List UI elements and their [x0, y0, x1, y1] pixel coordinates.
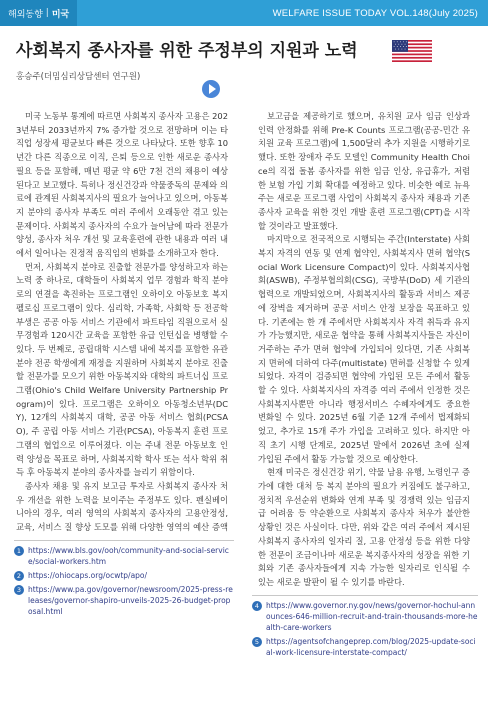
section-label	[0, 0, 77, 26]
footnote-link[interactable]: https://www.governor.ny.gov/news/governor-hochul-announces-646-million-recruit-and-train-thousands-more-health-care-workers	[266, 601, 478, 632]
body-paragraph: 먼저, 사회복지 분야로 진출할 전문가를 양성하고자 하는 노력 중 하나로, 대학들이 사회복지 업무 경험과 학직 분야로의 연결을 촉진하는 프로그램인 오하이오 아동보호 복지 펠로십 프로그램이 있다. 심리학, 가족학, 사회학 등 전공학부생은 공공 아동 서비스 기관에서 파트타임 직원으로서 실무경험과 120시간 교육을 포함한 유급 인턴십을 병행할 수 있다. 두 번째로, 공립대학 시스템 내에 복지를 포함한 유관 분야 전공 학생에게 재정을 지원하며 사회복지 분야로 진출할 전문가를 모으기 위한 아동복지와 대학의 파트너십 프로그램(Ohio's Child Welfare University Partnership Program)이 있다. 프로그램은 오하이오 아동청소년부(DCY), 12개의 사회복지 대학, 공공 아동 서비스 협회(PCSAO), 주 공립 아동 서비스 기관(PCSA), 아동복지 훈련 프로그램의 협업으로 이루어졌다. 이는 주내 전문 아동보호 인력 양성을 목표로 하며, 사회복지학 학사 또는 석사 학위 취득 후 아동복지 분야의 종사자를 늘리기 위함이다.	[16, 261, 228, 478]
footnote-number: 3	[14, 585, 24, 595]
footnotes-left	[14, 540, 234, 620]
body-paragraph: 마지막으로 전국적으로 시행되는 주간(Interstate) 사회복지 자격의 연동 및 연계 협약인, 사회복지사 면허 협약(Social Work Licensure Compact)이 있다. 사회복지사협회(ASWB), 주정부협의회(CSG), 국방부(DoD) 세 기관의 협력으로 개발되었으며, 사회복지사의 활동과 서비스 제공에 장벽을 제거하며 공공 서비스 안정 보장을 목표하고 있다. 기존에는 한 개 주에서만 사회복지사 자격 취득과 유지가 가능했지만, 새로운 협약을 통해 사회복지사들은 자신이 거주하는 주가 면허 협약에 가입되어 있다면, 기존 사회복지 면허에 더하여 다주(multistate) 면허를 신청할 수 있게 되었다. 자격이 검증되면 협약에 가입된 모든 주에서 활동할 수 있다. 사회복지사의 자격증 여러 주에서 인정한 것은 사회복지사뿐만 아니라 행정서비스 수혜자에게도 중요한 변화일 수 있다. 2025년 6월 기준 12개 주에서 법제화되었고, 추가로 15개 주가 가입을 고려하고 있다. 하지만 아직 초기 시행 단계로, 2025년 말에서 2026년 초에 실제 가입된 주에서 활동 가능할 것으로 예상한다.	[258, 234, 470, 464]
section-name: 해외동향	[8, 9, 43, 20]
footnote-number: 2	[14, 571, 24, 581]
section-separator: |	[45, 8, 49, 18]
footnote-link[interactable]: https://ohiocaps.org/ocwtp/apo/	[28, 571, 148, 580]
footnote-link[interactable]: https://agentsofchangeprep.com/blog/2025-update-social-work-licensure-interstate-compact/	[266, 637, 476, 657]
body-paragraph: 종사자 채용 및 유지 보고금 투자로 사회복지 종사자 처우 개선을 위한 노력을 보이주는 주정부도 있다. 펜실베이니아의 경우, 여러 영역의 사회복지 종사자의 고용안정성, 교육, 서비스 질 향상 도모를 위해 다양한 영역의 예산 증액	[16, 480, 228, 533]
footnotes-right	[252, 595, 478, 661]
footnote-link[interactable]: https://www.bls.gov/ooh/community-and-social-service/social-workers.htm	[28, 546, 229, 566]
footnote	[14, 584, 234, 617]
footnote	[14, 545, 234, 567]
footnote-number: 4	[252, 601, 262, 611]
issue-label: WELFARE ISSUE TODAY VOL.148(July 2025)	[272, 7, 478, 19]
body-paragraph: 미국 노동부 통계에 따르면 사회복지 종사자 고용은 2023년부터 2033년까지 7% 증가할 것으로 전망하며 이는 타 직업 성장세 평균보다 빠른 것으로 나타났다. 또한 향후 10년간 다른 직종으로 이직, 은퇴 등으로 인한 새로운 종사자 필요 등을 포함해, 매년 평균 약 6만 7천 건의 채용이 예상된다고 보고했다. 특히나 정신건강과 약물중독의 문제와 의료에 관계된 사회복지사의 필요가 늘어나고 있으며, 아동복지 분야의 종사자 부족도 여러 주에서 오래동안 겪고 있는 문제이다. 사회복지 종사자의 수요가 늘어남에 따라 전문가 양성, 종사자 처우 개선 및 교육훈련에 관한 내용과 여러 내에서 일어나는 진정적 움직임의 변화를 소개하고자 한다.	[16, 111, 228, 259]
body-paragraph: 현재 미국은 정신건강 위기, 약물 남용 유행, 노령인구 증가에 대한 대처 등 복지 분야의 필요가 커짐에도 불구하고, 정치적 우선순위 변화와 연계 부족 및 경쟁력 있는 임금지급 어려움 등 약순환으로 사회복지 종사자 처우가 불안한 상황인 것은 사실이다. 다만, 위와 같은 여러 주에서 제시된 사회복지 종사자의 일자리 질, 고용 안정성 등을 위한 다양한 전문이 조금이나마 새로운 복지종사자의 성장을 위한 기회와 기존 종사자들에게 지속 가능한 일자리로 인식될 수 있는 새로운 발판이 될 수 있기를 바란다.	[258, 467, 470, 587]
article-author: 홍승주(더밈심리상담센터 연구원)	[16, 72, 141, 82]
footnote	[252, 600, 478, 633]
play-triangle	[209, 84, 216, 94]
play-icon[interactable]	[202, 80, 220, 98]
footnote-number: 1	[14, 546, 24, 556]
header-bar	[0, 0, 488, 26]
footnote-number: 5	[252, 637, 262, 647]
us-flag-icon	[392, 40, 432, 62]
article-column-right	[258, 110, 470, 588]
body-paragraph: 보고금을 제공하기로 했으며, 유치원 교사 임금 인상과 인력 안정화를 위해 Pre-K Counts 프로그램(공공-민간 유치원 교육 프로그램)에 1,500달러 추가 지원을 시행하기로 했다. 또한 장애자 주도 모델인 Community Health Choice의 직접 돌봄 종사자를 위한 임금 인상, 유급휴가, 저렴한 보험 가입 기회 확대를 예정하고 있다. 비슷한 예로 뉴욕주는 새로운 프로그램 사업이 사회복지 종사자 채용과 기존 종사자 교육을 위한 것인 개발 훈련 프로그램(CPT)을 시작할 것이라고 발표했다.	[258, 111, 470, 231]
footnote	[252, 636, 478, 658]
section-category: 미국	[51, 9, 70, 20]
article-column-left	[16, 110, 228, 535]
footnote-link[interactable]: https://www.pa.gov/governor/newsroom/2025-press-releases/governor-shapiro-unveils-2025-26-budget-proposal.html	[28, 585, 233, 616]
article-title: 사회복지 종사자를 위한 주정부의 지원과 노력	[16, 41, 358, 61]
footnote	[14, 570, 234, 581]
